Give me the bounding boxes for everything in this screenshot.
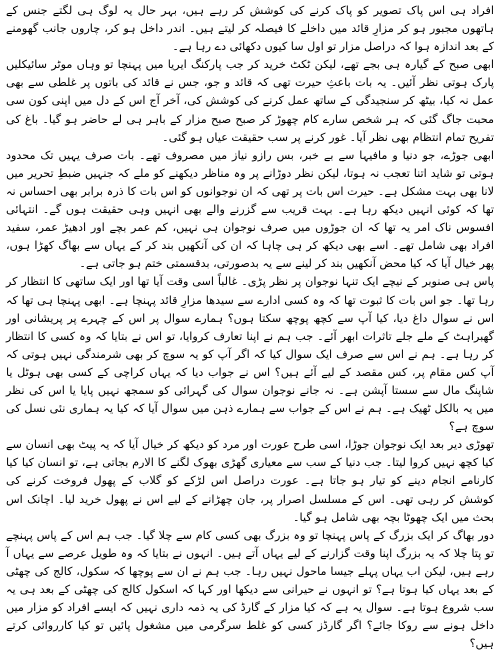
article-paragraph-6: دور بھاگ کر ایک بزرگ کے پاس پہنچا تو وہ بزرگ بھی کسی کام سے چلا گیا۔ جب ہم اس کے پاس پہنچے تو پتا چلا کہ یہ بزرگ اپنا وقت گزارنے کے لیے یہاں آتے ہیں۔ انہوں نے بتایا کہ وہ طویل عرصے سے یہاں آ رہے ہیں، لیکن اب یہاں پہلے جیسا ماحول نہیں رہا۔ جب ہم نے ان سے پوچھا کہ سکول، کالج کی چھٹی کے بعد یہاں کیا ہوتا ہے؟ تو انہوں نے حیرانی سے دیکھا اور کہا کہ اسکول کالج کی چھٹی کے بعد ہی یہ سب شروع ہوتا ہے۔ سوال یہ ہے کہ کیا مزار کے گارڈ کی یہ ذمہ داری نہیں کہ ایسے افراد کو مزار میں داخل ہونے سے روکا جائے؟ اگر گارڈز کسی کو غلط سرگرمی میں مشغول پائیں تو کیا کارروائی کرتے ہیں؟ [6,528,494,651]
article-paragraph-4: پاس ہی صنوبر کے نیچے ایک تنہا نوجوان پر نظر پڑی۔ غالباً اسی وقت آیا تھا اور ایک ساتھی کا انتظار کر رہا تھا۔ جو اس بات کا ثبوت تھا کہ وہ کسی ادارے سے سیدھا مزارِ قائد پہنچا ہے۔ ابھی پہنچا ہی تھا کہ اس نے سوال داغ دیا، کیا آپ سے کچھ پوچھ سکتا ہوں؟ ہمارے سوال پر اس کے چہرے پر پریشانی اور گھبراہٹ کے ملے جلے تاثرات ابھر آئے۔ جب ہم نے اپنا تعارف کروایا، تو اس نے بتایا کہ وہ کسی کا انتظار کر رہا ہے۔ ہم نے اس سے صرف ایک سوال کیا کہ اگر آپ کو یہ سوچ کر بھی شرمندگی نہیں ہوتی کہ آپ کس مقام پر، کس مقصد کے لیے آئے ہیں؟ اس نے جواب دیا کہ یہاں کراچی کے کسی بھی ہوٹل یا شاپنگ مال سے سستا آپشن ہے۔ نہ جانے نوجوان سوال کی گہرائی کو سمجھ نہیں پایا یا اس کی نظر میں یہ بالکل ٹھیک ہے۔ ہم نے اس کے جواب سے ہمارے ذہن میں سوال آیا کہ کیا یہ ہماری نئی نسل کی سوچ ہے؟ [6,275,494,434]
article-paragraph-5: تھوڑی دیر بعد ایک نوجوان جوڑا، اسی طرح عورت اور مرد کو دیکھ کر خیال آیا کہ یہ پیٹ بھی انسان سے کیا کچھ نہیں کروا لیتا۔ جب دنیا کے سب سے معیاری گھڑی بھوک لگنے کا الارم بجاتی ہے، تو انسان کیا کیا کارنامے انجام دینے کو تیار ہو جاتا ہے۔ عورت دراصل اس لڑکے کو گلاب کے پھول فروخت کرنے کی کوشش کر رہی تھی۔ اس کے مسلسل اصرار پر، جان چھڑانے کے لیے اس نے پھول خرید لیا۔ اچانک اس بحث میں ایک چھوٹا بچہ بھی شامل ہو گیا۔ [6,438,494,524]
article-paragraph-2: ابھی صبح کے گیارہ ہی بجے تھے، لیکن ٹکٹ خرید کر جب پارکنگ ایریا میں پہنچا تو وہاں موٹر سائیکلیں پارک ہوتی نظر آئیں۔ یہ بات باعثِ حیرت تھی کہ قائد و جو، جس نے قائد کی باتوں پر غلطی سے بھی عمل نہ کیا، بیٹھ کر سنجیدگی کے ساتھ عمل کرنے کی کوشش کی، آخر آج اس کے دل میں اپنی کون سی محبت جاگ گئی کہ ہر شخص سارے کام چھوڑ کر صبح صبح مزار کے باہر ہی لے حاضر ہو گیا۔ باغ کی تفریح تمام انتظام بھی نظر آیا۔ غور کرنے پر سب حقیقت عیاں ہو گئی۔ [6,58,494,144]
article-paragraph-1: افراد ہی اس پاک تصویر کو پاک کرنے کی کوشش کر رہے ہیں، بہر حال یہ لوگ ہی لگتے جنس کے ہاتھوں مجبور ہو کر مزارِ قائد میں داخلے کا فیصلہ کر لیتے ہیں۔ اندر داخل ہو کر، چاروں جانب گھومنے کے بعد اندازہ ہوا کہ دراصل مزار تو اول سا کیوں دکھائی دے رہا ہے۔ [6,4,494,54]
article-paragraph-3: ابھی جوڑے، جو دنیا و مافیہا سے بے خبر، بس رازو نیاز میں مصروف تھے۔ بات صرف یہیں تک محدود ہوتی تو شاید اتنا تعجب نہ ہوتا، لیکن نظر دوڑانے پر وہ مناظر دیکھنے کو ملے کہ جنہیں ضبطِ تحریر میں لانا بھی بہت مشکل ہے۔ حیرت اس بات پر تھی کہ ان نوجوانوں کو اس بات کا ذرہ برابر بھی احساس نہ تھا کہ کوئی انہیں دیکھ رہا ہے۔ بہت قریب سے گزرنے والے بھی انہیں وہی حقیقت ہوں گے۔ انتہائی افسوس ناک امر یہ تھا کہ ان جوڑوں میں صرف نوجوان ہی نہیں، کم عمر بچے اور ادھیڑ عمر، سفید افراد بھی شامل تھے۔ اسے بھی دیکھ کر ہی چاہا کہ ان کی آنکھیں بند کر کے یہاں سے بھاگ کھڑا ہوں، پھر خیال آیا کہ کیا محض آنکھیں بند کر لینے سے یہ بدصورتی، بدقسمتی ختم ہو جاتی ہے۔ [6,148,494,271]
